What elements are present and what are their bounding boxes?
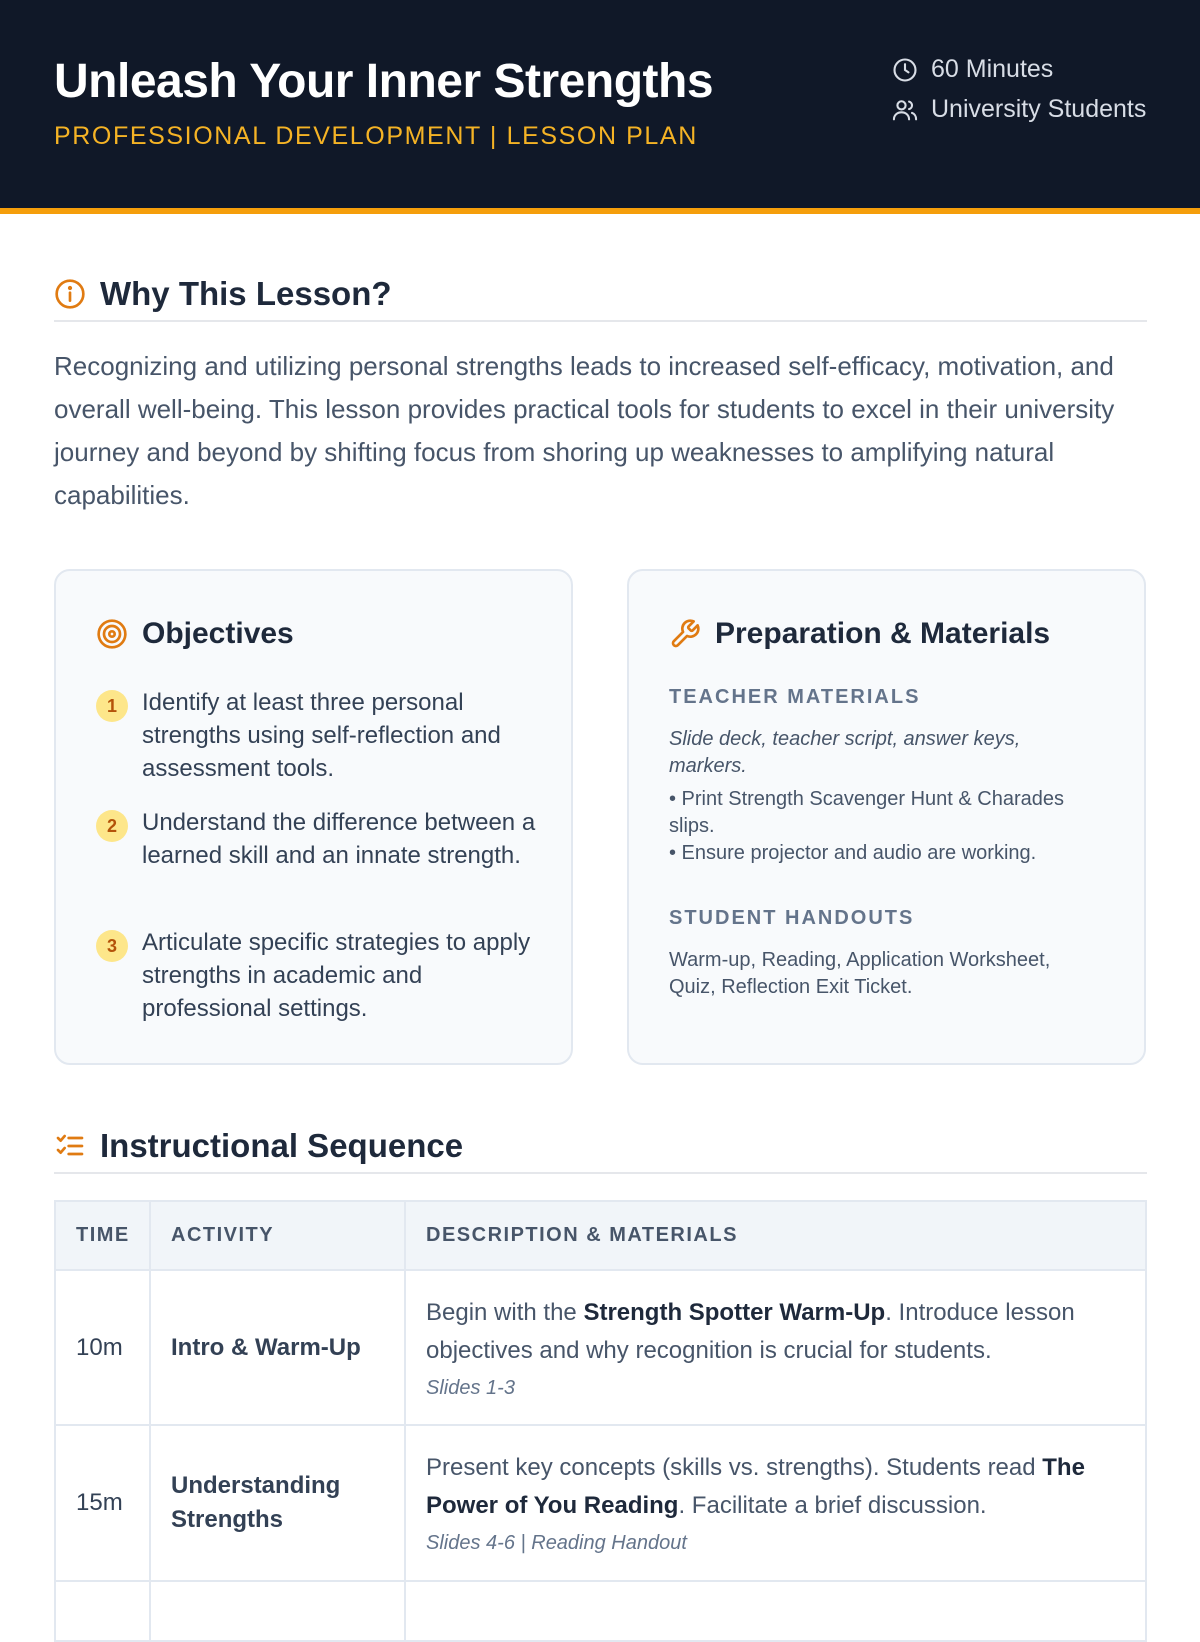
description-text-part: . Introduce lesson objectives and why recognition is crucial for students.: [426, 1298, 1075, 1364]
duration-meta: [891, 55, 1053, 84]
why-heading: Why This Lesson?: [100, 275, 392, 312]
clock-icon: [891, 56, 919, 84]
time-cell: 10m: [55, 1270, 150, 1425]
description-cell: [405, 1581, 1146, 1641]
table-row: [55, 1270, 1146, 1425]
wrench-icon: [669, 618, 701, 650]
prep-bullet: • Ensure projector and audio are working.: [669, 842, 1037, 864]
teacher-materials-note: Slide deck, teacher script, answer keys, markers.: [669, 728, 1021, 777]
page-subtitle: PROFESSIONAL DEVELOPMENT | LESSON PLAN: [54, 122, 698, 150]
column-header-time: TIME: [55, 1201, 150, 1270]
teacher-materials-label: TEACHER MATERIALS: [669, 686, 921, 708]
sequence-heading: Instructional Sequence: [100, 1127, 464, 1164]
why-section-heading: [54, 268, 1147, 322]
preparation-card: [627, 569, 1146, 1065]
time-cell: [55, 1581, 150, 1641]
preparation-heading: Preparation & Materials: [715, 617, 1051, 650]
description-text: [426, 1449, 1125, 1525]
materials-note: Slides 4-6 | Reading Handout: [426, 1532, 687, 1554]
objective-item: [96, 806, 536, 872]
header: [0, 0, 1200, 214]
table-row: [55, 1581, 1146, 1641]
sequence-section-heading: [54, 1120, 1147, 1174]
objectives-header: [96, 617, 294, 651]
description-bold-text: The Power of You Reading: [426, 1454, 1085, 1519]
student-handouts-text: Warm-up, Reading, Application Worksheet, Quiz, Reflection Exit Ticket.: [669, 949, 1051, 998]
preparation-header: [669, 617, 1050, 651]
description-cell: [405, 1270, 1146, 1425]
activity-cell: Intro & Warm-Up: [150, 1270, 405, 1425]
description-text-part: Present key concepts (skills vs. strengths). Students read: [426, 1454, 1043, 1481]
description-text-part: . Facilitate a brief discussion.: [678, 1492, 987, 1519]
description-text-part: Begin with the: [426, 1298, 584, 1326]
objectives-card: [54, 569, 573, 1065]
why-body: Recognizing and utilizing personal strengths leads to increased self-efficacy, motivation, and overall well-being. This lesson provides practical tools for students to excel in their university journey and beyond by shifting focus from shoring up weaknesses to amplifying natural capabilities.: [54, 351, 1115, 510]
info-icon: [54, 278, 86, 310]
objective-number: 2: [96, 810, 128, 842]
column-header-activity: ACTIVITY: [150, 1201, 405, 1270]
activity-cell: Understanding Strengths: [150, 1425, 405, 1581]
objective-text: Understand the difference between a learned skill and an innate strength.: [142, 809, 536, 869]
objective-item: [96, 686, 536, 785]
activity-cell: [150, 1581, 405, 1641]
page-title: Unleash Your Inner Strengths: [54, 55, 714, 108]
objectives-heading: Objectives: [142, 617, 294, 650]
audience-meta: [891, 95, 1146, 124]
target-icon: [96, 618, 128, 650]
time-cell: 15m: [55, 1425, 150, 1581]
sequence-table: [54, 1200, 1147, 1642]
description-bold-text: Strength Spotter Warm-Up: [583, 1298, 886, 1326]
checklist-icon: [54, 1130, 86, 1162]
objective-item: [96, 926, 536, 1025]
materials-note: Slides 1-3: [426, 1376, 515, 1399]
audience-text: University Students: [931, 95, 1147, 123]
objective-number: 1: [96, 690, 128, 722]
column-header-description: DESCRIPTION & MATERIALS: [405, 1201, 1146, 1270]
description-cell: [405, 1425, 1146, 1581]
duration-text: 60 Minutes: [931, 55, 1054, 83]
table-row: [55, 1425, 1146, 1581]
objective-text: Articulate specific strategies to apply strengths in academic and professional settings.: [142, 929, 531, 1022]
users-icon: [891, 96, 919, 124]
table-header-row: [55, 1201, 1146, 1270]
objective-number: 3: [96, 930, 128, 962]
prep-bullet: • Print Strength Scavenger Hunt & Charades slips.: [669, 788, 1064, 837]
student-handouts-label: STUDENT HANDOUTS: [669, 907, 915, 929]
objective-text: Identify at least three personal strengths using self-reflection and assessment tools.: [142, 689, 501, 782]
description-text: [426, 1294, 1125, 1370]
